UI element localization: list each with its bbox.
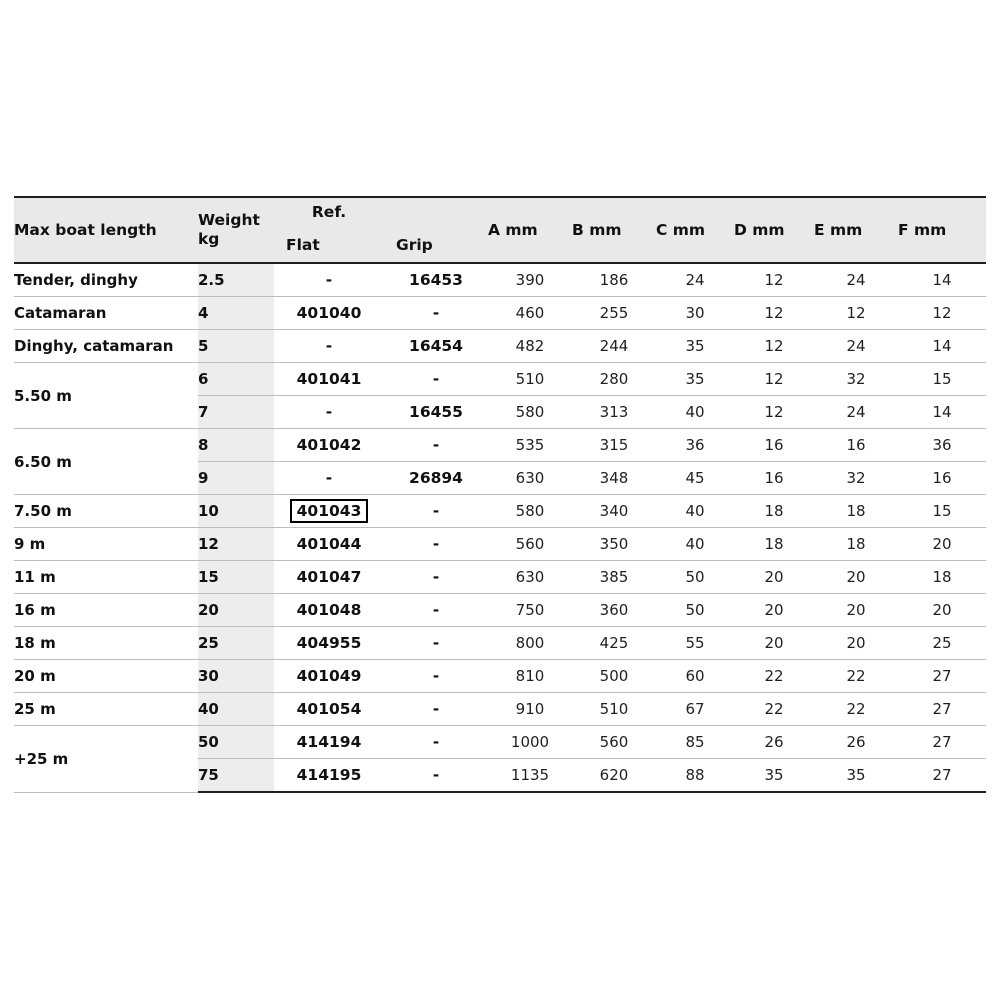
table-row (14, 297, 986, 330)
cell-dimension-b: 255 (572, 297, 656, 330)
cell-dimension-c: 24 (656, 263, 734, 297)
cell-boat-length (14, 263, 198, 297)
cell-dimension-f: 18 (898, 561, 986, 594)
cell-dimension-b: 500 (572, 660, 656, 693)
cell-dimension-c: 40 (656, 528, 734, 561)
table-body (14, 263, 986, 792)
cell-ref-grip: - (384, 594, 488, 627)
cell-weight: 20 (198, 594, 274, 627)
cell-dimension-a: 800 (488, 627, 572, 660)
cell-boat-length (14, 297, 198, 330)
cell-dimension-e: 24 (814, 330, 898, 363)
header-dimension-e: E mm (814, 197, 898, 263)
cell-dimension-c: 50 (656, 561, 734, 594)
cell-dimension-e: 32 (814, 462, 898, 495)
cell-dimension-d: 12 (734, 330, 814, 363)
cell-dimension-d: 18 (734, 528, 814, 561)
header-ref-title: Ref. (311, 203, 347, 221)
cell-dimension-b: 425 (572, 627, 656, 660)
cell-ref-flat: 404955 (274, 627, 384, 660)
header-dimension-a: A mm (488, 197, 572, 263)
header-max-boat-length: Max boat length (14, 197, 198, 263)
cell-boat-length (14, 495, 198, 528)
cell-ref-grip: 26894 (384, 462, 488, 495)
cell-boat-length (14, 726, 198, 793)
cell-dimension-e: 12 (814, 297, 898, 330)
cell-dimension-b: 560 (572, 726, 656, 759)
table-row (14, 693, 986, 726)
cell-dimension-b: 186 (572, 263, 656, 297)
table-row (14, 330, 986, 363)
cell-ref-flat (274, 495, 384, 528)
cell-dimension-b: 315 (572, 429, 656, 462)
cell-ref-grip: - (384, 759, 488, 793)
cell-ref-flat: - (274, 330, 384, 363)
cell-dimension-d: 18 (734, 495, 814, 528)
cell-dimension-f: 27 (898, 660, 986, 693)
cell-dimension-e: 18 (814, 495, 898, 528)
table-row (14, 627, 986, 660)
cell-boat-length (14, 429, 198, 495)
cell-dimension-d: 35 (734, 759, 814, 793)
cell-dimension-c: 30 (656, 297, 734, 330)
cell-weight: 5 (198, 330, 274, 363)
boat-length-label: 18 m (14, 634, 56, 652)
cell-ref-flat: 401040 (274, 297, 384, 330)
cell-ref-flat: 401049 (274, 660, 384, 693)
cell-ref-grip: - (384, 495, 488, 528)
cell-dimension-a: 580 (488, 396, 572, 429)
cell-ref-grip: - (384, 297, 488, 330)
cell-boat-length (14, 693, 198, 726)
cell-dimension-a: 482 (488, 330, 572, 363)
cell-dimension-a: 580 (488, 495, 572, 528)
cell-ref-grip: - (384, 627, 488, 660)
cell-dimension-d: 12 (734, 396, 814, 429)
cell-dimension-b: 280 (572, 363, 656, 396)
cell-boat-length (14, 561, 198, 594)
header-dimension-c: C mm (656, 197, 734, 263)
header-ref-grip (384, 197, 488, 263)
cell-dimension-d: 12 (734, 297, 814, 330)
cell-dimension-e: 20 (814, 627, 898, 660)
cell-dimension-b: 350 (572, 528, 656, 561)
cell-dimension-e: 18 (814, 528, 898, 561)
cell-dimension-c: 60 (656, 660, 734, 693)
boat-length-label: 11 m (14, 568, 56, 586)
cell-ref-grip: - (384, 363, 488, 396)
cell-dimension-c: 50 (656, 594, 734, 627)
cell-dimension-d: 26 (734, 726, 814, 759)
cell-weight: 12 (198, 528, 274, 561)
cell-dimension-b: 510 (572, 693, 656, 726)
boat-length-label: 5.50 m (14, 386, 72, 405)
cell-weight: 2.5 (198, 263, 274, 297)
cell-dimension-a: 1000 (488, 726, 572, 759)
header-weight (198, 197, 274, 263)
cell-weight: 8 (198, 429, 274, 462)
table-row (14, 561, 986, 594)
boat-length-label: 20 m (14, 667, 56, 685)
cell-dimension-c: 88 (656, 759, 734, 793)
boat-length-label: Dinghy, catamaran (14, 337, 174, 355)
cell-dimension-f: 15 (898, 363, 986, 396)
cell-dimension-f: 25 (898, 627, 986, 660)
cell-dimension-b: 244 (572, 330, 656, 363)
cell-dimension-d: 22 (734, 660, 814, 693)
cell-dimension-e: 24 (814, 263, 898, 297)
table-header (14, 197, 986, 263)
cell-dimension-b: 360 (572, 594, 656, 627)
boat-length-label: Catamaran (14, 304, 107, 322)
cell-ref-flat: 401048 (274, 594, 384, 627)
cell-ref-grip: - (384, 429, 488, 462)
table-row (14, 528, 986, 561)
cell-dimension-f: 16 (898, 462, 986, 495)
cell-dimension-f: 15 (898, 495, 986, 528)
cell-dimension-a: 910 (488, 693, 572, 726)
specification-table (14, 196, 986, 793)
table-row (14, 495, 986, 528)
header-ref-flat-label: Flat (286, 236, 320, 254)
highlighted-reference: 401043 (290, 499, 369, 523)
cell-dimension-a: 1135 (488, 759, 572, 793)
table-row (14, 594, 986, 627)
cell-dimension-c: 45 (656, 462, 734, 495)
header-dimension-f: F mm (898, 197, 986, 263)
cell-dimension-a: 535 (488, 429, 572, 462)
boat-length-label: 9 m (14, 535, 46, 553)
cell-ref-grip: 16455 (384, 396, 488, 429)
cell-weight: 7 (198, 396, 274, 429)
cell-dimension-a: 560 (488, 528, 572, 561)
cell-ref-grip: - (384, 561, 488, 594)
cell-dimension-d: 20 (734, 561, 814, 594)
boat-length-label: 25 m (14, 700, 56, 718)
cell-dimension-a: 460 (488, 297, 572, 330)
cell-dimension-a: 630 (488, 561, 572, 594)
cell-dimension-e: 35 (814, 759, 898, 793)
cell-ref-flat: 414195 (274, 759, 384, 793)
cell-dimension-f: 27 (898, 759, 986, 793)
cell-ref-flat: 414194 (274, 726, 384, 759)
boat-length-label: 7.50 m (14, 502, 72, 520)
cell-boat-length (14, 330, 198, 363)
header-weight-line1: Weight (198, 210, 260, 229)
cell-dimension-f: 14 (898, 396, 986, 429)
cell-dimension-d: 22 (734, 693, 814, 726)
cell-dimension-d: 20 (734, 627, 814, 660)
cell-dimension-f: 14 (898, 330, 986, 363)
cell-ref-grip: 16453 (384, 263, 488, 297)
cell-dimension-d: 20 (734, 594, 814, 627)
table-row (14, 363, 986, 396)
header-ref-flat (274, 197, 384, 263)
cell-ref-flat: 401044 (274, 528, 384, 561)
cell-dimension-d: 12 (734, 263, 814, 297)
cell-weight: 75 (198, 759, 274, 793)
cell-dimension-e: 22 (814, 660, 898, 693)
cell-ref-grip: - (384, 726, 488, 759)
cell-dimension-c: 55 (656, 627, 734, 660)
cell-weight: 6 (198, 363, 274, 396)
cell-dimension-c: 40 (656, 396, 734, 429)
header-dimension-d: D mm (734, 197, 814, 263)
cell-dimension-a: 810 (488, 660, 572, 693)
cell-weight: 9 (198, 462, 274, 495)
cell-weight: 4 (198, 297, 274, 330)
cell-boat-length (14, 627, 198, 660)
cell-weight: 50 (198, 726, 274, 759)
cell-weight: 25 (198, 627, 274, 660)
table-row (14, 263, 986, 297)
cell-dimension-b: 313 (572, 396, 656, 429)
cell-dimension-a: 630 (488, 462, 572, 495)
header-weight-unit: kg (198, 230, 220, 248)
cell-weight: 15 (198, 561, 274, 594)
cell-dimension-e: 26 (814, 726, 898, 759)
cell-ref-flat: 401047 (274, 561, 384, 594)
table-row (14, 726, 986, 759)
table-row (14, 660, 986, 693)
cell-dimension-f: 20 (898, 594, 986, 627)
cell-dimension-d: 16 (734, 462, 814, 495)
cell-dimension-e: 24 (814, 396, 898, 429)
cell-boat-length (14, 660, 198, 693)
cell-dimension-f: 12 (898, 297, 986, 330)
cell-ref-grip: 16454 (384, 330, 488, 363)
cell-boat-length (14, 528, 198, 561)
cell-dimension-b: 385 (572, 561, 656, 594)
cell-ref-flat: - (274, 263, 384, 297)
cell-dimension-f: 27 (898, 693, 986, 726)
cell-dimension-e: 32 (814, 363, 898, 396)
cell-weight: 40 (198, 693, 274, 726)
cell-weight: 30 (198, 660, 274, 693)
cell-dimension-e: 20 (814, 561, 898, 594)
cell-weight: 10 (198, 495, 274, 528)
cell-ref-flat: 401042 (274, 429, 384, 462)
cell-dimension-a: 390 (488, 263, 572, 297)
boat-length-label: Tender, dinghy (14, 271, 138, 289)
table-row (14, 429, 986, 462)
cell-ref-flat: - (274, 462, 384, 495)
header-ref-grip-label: Grip (396, 236, 433, 254)
header-dimension-b: B mm (572, 197, 656, 263)
boat-length-label: 16 m (14, 601, 56, 619)
cell-dimension-b: 348 (572, 462, 656, 495)
boat-length-label: +25 m (14, 749, 69, 768)
cell-boat-length (14, 363, 198, 429)
cell-dimension-f: 27 (898, 726, 986, 759)
cell-ref-flat: 401041 (274, 363, 384, 396)
cell-dimension-a: 750 (488, 594, 572, 627)
cell-dimension-c: 40 (656, 495, 734, 528)
cell-dimension-c: 35 (656, 363, 734, 396)
cell-dimension-c: 67 (656, 693, 734, 726)
cell-ref-grip: - (384, 528, 488, 561)
cell-ref-grip: - (384, 660, 488, 693)
cell-dimension-e: 22 (814, 693, 898, 726)
cell-dimension-e: 20 (814, 594, 898, 627)
cell-dimension-b: 620 (572, 759, 656, 793)
cell-dimension-c: 36 (656, 429, 734, 462)
cell-dimension-a: 510 (488, 363, 572, 396)
cell-dimension-c: 85 (656, 726, 734, 759)
cell-ref-flat: 401054 (274, 693, 384, 726)
cell-ref-grip: - (384, 693, 488, 726)
cell-dimension-e: 16 (814, 429, 898, 462)
cell-dimension-d: 16 (734, 429, 814, 462)
cell-dimension-f: 14 (898, 263, 986, 297)
cell-dimension-d: 12 (734, 363, 814, 396)
cell-dimension-f: 36 (898, 429, 986, 462)
boat-length-label: 6.50 m (14, 452, 72, 471)
cell-dimension-f: 20 (898, 528, 986, 561)
cell-boat-length (14, 594, 198, 627)
cell-ref-flat: - (274, 396, 384, 429)
cell-dimension-c: 35 (656, 330, 734, 363)
cell-dimension-b: 340 (572, 495, 656, 528)
